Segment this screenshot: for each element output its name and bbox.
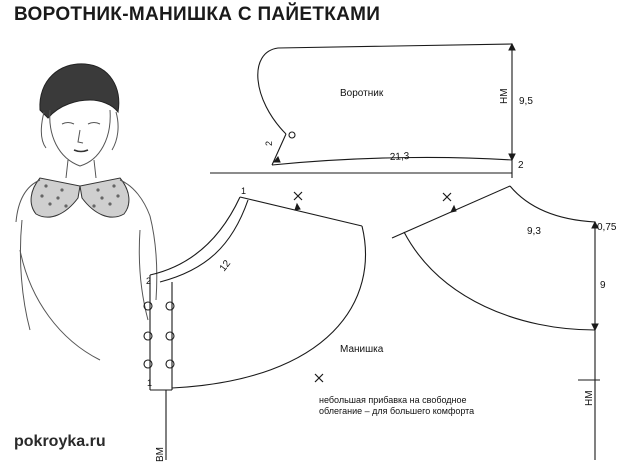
dickey-vm-label: ВМ [155,447,166,462]
dickey-top-edge [240,197,362,226]
site-watermark: pokroyka.ru [14,433,106,450]
dickey-inner-curve [160,200,248,282]
button [166,360,174,368]
back-outer-curve [404,232,595,330]
button [144,332,152,340]
dickey-name: Манишка [340,344,384,355]
collar-length: 21,3 [389,150,410,163]
note-line-2: облегание – для большего комфорта [319,406,475,416]
dickey-neck-front: 12 [217,258,234,274]
back-neck-curve [510,186,595,222]
page-title: ВОРОТНИК-МАНИШКА С ПАЙЕТКАМИ [14,4,381,25]
collar-point-right: 2 [518,160,524,171]
button [166,302,174,310]
dickey-nm-label: НМ [584,390,595,406]
note-line-1: небольшая прибавка на свободное [319,395,467,405]
dickey-neck-back: 9,3 [527,226,541,237]
dickey-point-1-top: 1 [241,186,247,196]
collar-point-left: 2 [264,140,274,146]
button [144,302,152,310]
button [166,332,174,340]
button [144,360,152,368]
dickey-point-1-bottom: 1 [147,378,153,388]
collar-name: Воротник [340,88,384,99]
collar-outline [258,44,512,134]
dickey-shoulder-drop: 0,75 [597,222,617,233]
dickey-point-2-left: 2 [146,276,152,286]
dickey-back-depth: 9 [600,280,606,291]
collar-nm-label: НМ [499,88,510,104]
collar-height: 9,5 [519,96,533,107]
